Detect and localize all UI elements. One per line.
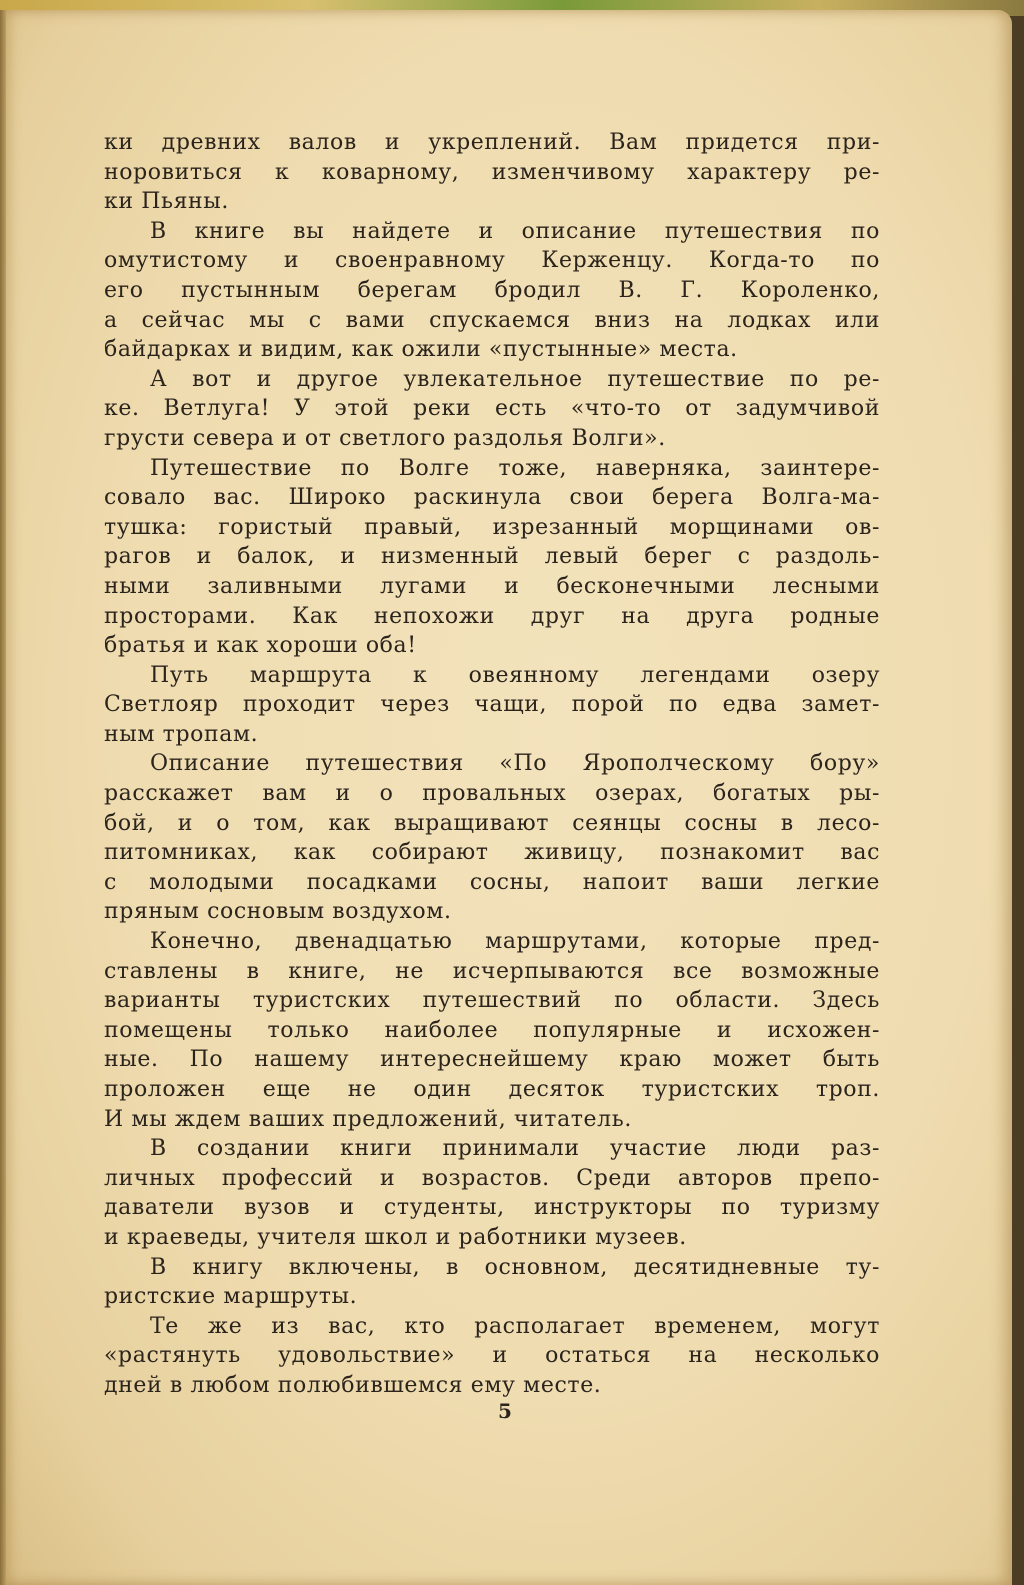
text-line: В книгу включены, в основном, десятидневные ту- — [150, 1254, 880, 1280]
text-line: А вот и другое увлекательное путешествие по ре- — [150, 366, 880, 392]
text-line: ки Пьяны. — [104, 189, 230, 215]
text-line: его пустынным берегам бродил В. Г. Короленко, — [104, 277, 880, 303]
text-line: проложен еще не один десяток туристских троп. — [104, 1077, 880, 1102]
text-line: грусти севера и от светлого раздолья Волги». — [104, 425, 666, 451]
text-line: братья и как хороши оба! — [104, 633, 417, 659]
body-text — [104, 128, 880, 1401]
text-line: «растянуть удовольствие» и остаться на несколько — [104, 1343, 880, 1369]
text-line: с молодыми посадками сосны, напоит ваши легкие — [104, 869, 880, 895]
text-line: варианты туристских путешествий по области. Здесь — [104, 988, 880, 1014]
text-line: ные. По нашему интереснейшему краю может быть — [104, 1047, 880, 1073]
text-line: ки древних валов и укреплений. Вам придется при- — [104, 130, 880, 155]
text-line: помещены только наиболее популярные и исхожен- — [104, 1017, 880, 1043]
page-number: 5 — [498, 1399, 512, 1423]
text-line: В книге вы найдете и описание путешествия по — [150, 218, 880, 244]
text-line: личных профессий и возрастов. Среди авторов препо- — [104, 1165, 880, 1191]
text-line: даватели вузов и студенты, инструкторы по туризму — [104, 1195, 880, 1221]
text-line: Путь маршрута к овеянному легендами озеру — [150, 662, 880, 688]
text-line: ставлены в книге, не исчерпываются все возможные — [104, 958, 880, 984]
text-line: просторами. Как непохожи друг на друга родные — [104, 603, 880, 629]
text-line: И мы ждем ваших предложений, читатель. — [104, 1106, 632, 1132]
text-line: расскажет вам и о провальных озерах, богатых ры- — [104, 781, 880, 807]
text-line: дней в любом полюбившемся ему месте. — [104, 1372, 602, 1398]
text-line: питомниках, как собирают живицу, познакомит вас — [104, 840, 880, 866]
text-line: норовиться к коварному, изменчивому характеру ре- — [104, 159, 880, 185]
text-line: Конечно, двенадцатью маршрутами, которые пред- — [150, 929, 880, 955]
text-line: Описание путешествия «По Ярополческому бору» — [150, 751, 880, 777]
text-line: рагов и балок, и низменный левый берег с раздоль- — [104, 544, 880, 570]
text-line: бой, и о том, как выращивают сеянцы сосны в лесо- — [104, 810, 880, 836]
text-line: пряным сосновым воздухом. — [104, 899, 452, 925]
text-line: Те же из вас, кто располагает временем, могут — [150, 1313, 880, 1339]
text-line: и краеведы, учителя школ и работники музеев. — [104, 1224, 687, 1250]
text-line: Светлояр проходит через чащи, порой по едва замет- — [104, 692, 880, 718]
text-line: тушка: гористый правый, изрезанный морщинами ов- — [104, 514, 880, 540]
text-line: байдарках и видим, как ожили «пустынные» места. — [104, 337, 738, 363]
text-line: совало вас. Широко раскинула свои берега Волга-ма- — [104, 485, 880, 511]
text-line: омутистому и своенравному Керженцу. Когда-то по — [104, 248, 880, 274]
text-line: ным тропам. — [104, 721, 259, 747]
text-line: а сейчас мы с вами спускаемся вниз на лодках или — [104, 307, 880, 333]
text-line: ке. Ветлуга! У этой реки есть «что-то от задумчивой — [104, 396, 880, 422]
text-line: ными заливными лугами и бесконечными лесными — [104, 573, 880, 599]
text-line: В создании книги принимали участие люди раз- — [150, 1136, 880, 1162]
text-line: Путешествие по Волге тоже, наверняка, заинтере- — [150, 455, 880, 481]
text-line: ристские маршруты. — [104, 1284, 358, 1310]
